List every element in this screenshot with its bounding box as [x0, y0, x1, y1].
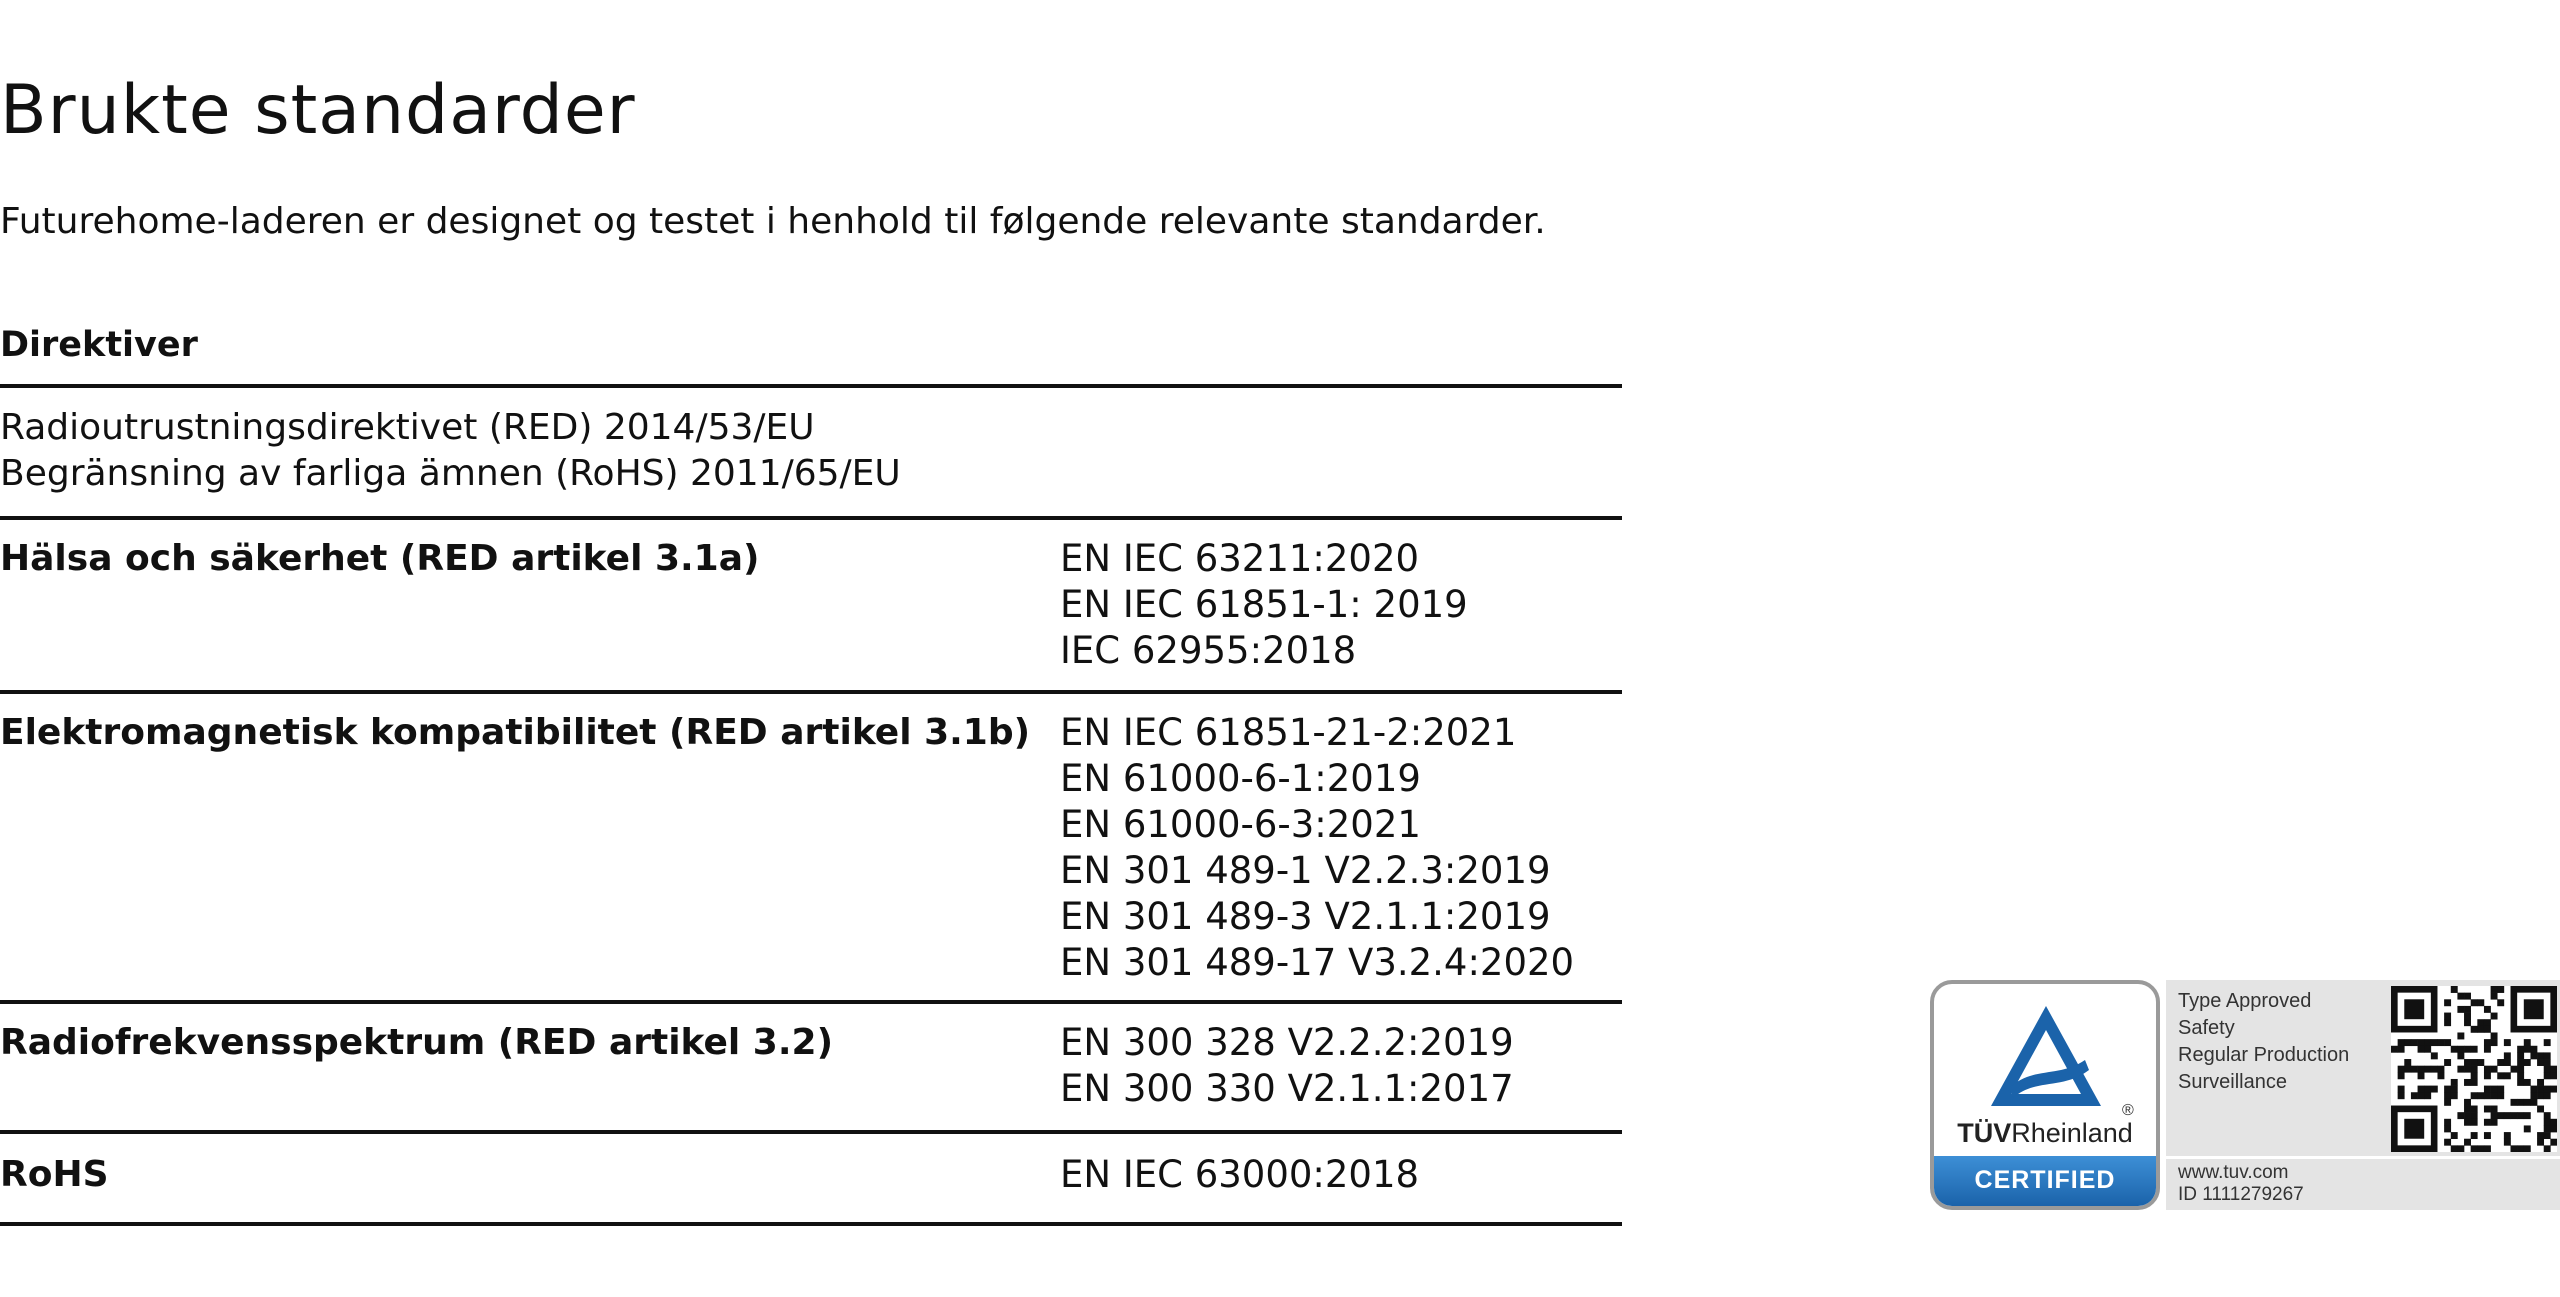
- directive-item: Radioutrustningsdirektivet (RED) 2014/53/EU: [0, 407, 815, 448]
- section-label-health-safety: Hälsa och säkerhet (RED artikel 3.1a): [0, 538, 760, 579]
- section-standards-health-safety: [1060, 536, 1468, 674]
- standard-item: IEC 62955:2018: [1060, 629, 1357, 672]
- intro-text: Futurehome-laderen er designet og testet i henhold til følgende relevante standarder.: [0, 201, 1546, 242]
- section-label-rohs: RoHS: [0, 1154, 109, 1195]
- standard-item: EN 301 489-17 V3.2.4:2020: [1060, 941, 1575, 984]
- registered-mark: ®: [2122, 1102, 2134, 1119]
- tuv-certification-badge: [1930, 980, 2560, 1210]
- section-standards-emc: [1060, 710, 1574, 986]
- table-divider: [0, 690, 1622, 694]
- directives-heading: Direktiver: [0, 325, 198, 365]
- certified-label: CERTIFIED: [1934, 1156, 2156, 1206]
- standard-item: EN 300 330 V2.1.1:2017: [1060, 1067, 1514, 1110]
- qr-code-icon: [2391, 986, 2557, 1152]
- standard-item: EN 61000-6-1:2019: [1060, 757, 1421, 800]
- table-divider: [0, 1000, 1622, 1004]
- table-divider: [0, 1130, 1622, 1134]
- table-divider: [0, 1222, 1622, 1226]
- certification-description: Type Approved Safety Regular Production Surveillance: [2178, 990, 2350, 1093]
- badge-info-panel: [2166, 980, 2560, 1210]
- section-label-radio-spectrum: Radiofrekvensspektrum (RED artikel 3.2): [0, 1022, 834, 1063]
- section-standards-radio-spectrum: [1060, 1020, 1514, 1112]
- directives-list: [0, 405, 901, 497]
- standard-item: EN IEC 61851-21-2:2021: [1060, 711, 1517, 754]
- standard-item: EN 61000-6-3:2021: [1060, 803, 1421, 846]
- standard-item: EN 301 489-1 V2.2.3:2019: [1060, 849, 1551, 892]
- standard-item: EN 301 489-3 V2.1.1:2019: [1060, 895, 1551, 938]
- standard-item: EN IEC 63211:2020: [1060, 537, 1420, 580]
- standard-item: EN 300 328 V2.2.2:2019: [1060, 1021, 1514, 1064]
- tuv-triangle-logo-icon: [1989, 1002, 2104, 1112]
- section-standards-rohs: [1060, 1152, 1419, 1198]
- tuv-website: www.tuv.com: [2178, 1162, 2289, 1183]
- standard-item: EN IEC 61851-1: 2019: [1060, 583, 1468, 626]
- certification-reference: [2178, 1162, 2304, 1206]
- tuv-logo-panel: [1930, 980, 2160, 1210]
- section-label-emc: Elektromagnetisk kompatibilitet (RED artikel 3.1b): [0, 712, 1031, 753]
- table-divider: [0, 516, 1622, 520]
- badge-separator: [2166, 1156, 2560, 1159]
- standard-item: EN IEC 63000:2018: [1060, 1153, 1420, 1196]
- directive-item: Begränsning av farliga ämnen (RoHS) 2011/65/EU: [0, 453, 901, 494]
- table-divider: [0, 384, 1622, 388]
- tuv-brand-name: TÜVRheinland: [1957, 1118, 2133, 1148]
- certificate-id: ID 1111279267: [2178, 1184, 2304, 1205]
- page-title: Brukte standarder: [0, 71, 636, 150]
